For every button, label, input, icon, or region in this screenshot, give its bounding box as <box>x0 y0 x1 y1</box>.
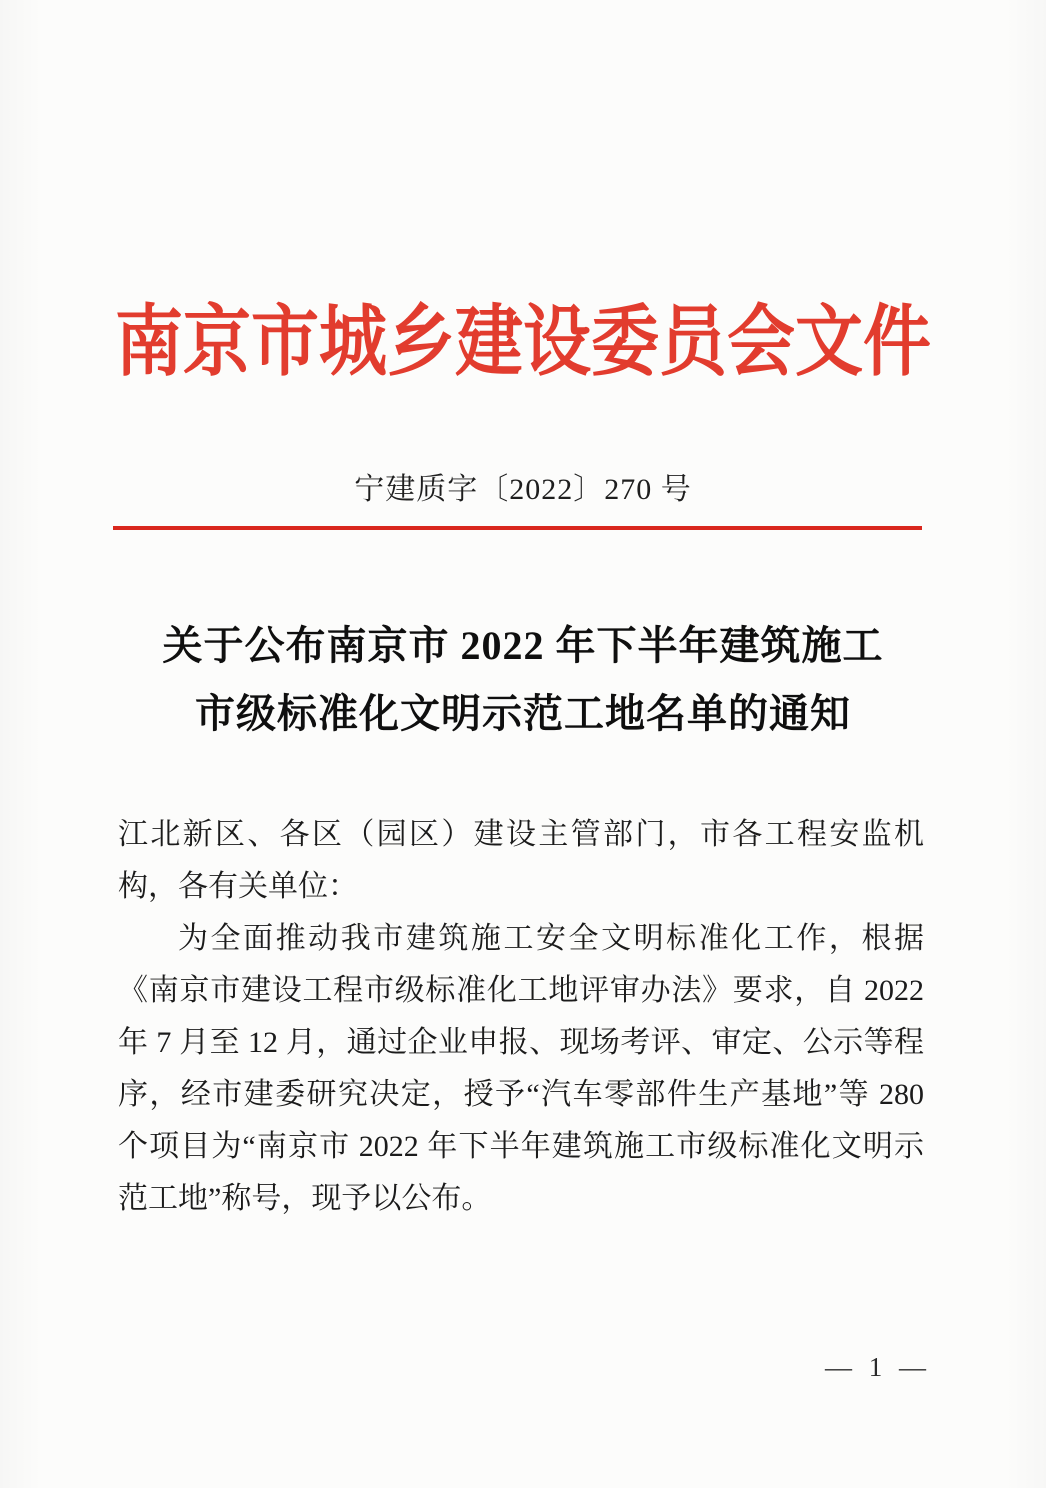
salutation-line: 江北新区、各区（园区）建设主管部门，市各工程安监机构，各有关单位： <box>118 818 924 903</box>
document-title <box>0 612 1046 748</box>
document-title-line1: 关于公布南京市 2022 年下半年建筑施工 <box>162 623 884 668</box>
red-divider-line <box>113 526 922 530</box>
page-number: — 1 — <box>825 1352 931 1382</box>
document-body <box>118 809 924 1225</box>
document-number: 宁建质字〔2022〕270 号 <box>354 473 692 506</box>
letterhead-title: 南京市城乡建设委员会文件 <box>114 298 931 385</box>
document-title-line2: 市级标准化文明示范工地名单的通知 <box>195 691 851 736</box>
body-paragraph: 为全面推动我市建筑施工安全文明标准化工作，根据《南京市建设工程市级标准化工地评审办法》要求，自 2022 年 7 月至 12 月，通过企业申报、现场考评、审定、公示等程序，经市建委研究决定，授予“汽车零部件生产基地”等 280 个项目为“南京市 2022 年下半年建筑施工市级标准化文明示范工地”称号，现予以公布。 <box>118 922 924 1215</box>
